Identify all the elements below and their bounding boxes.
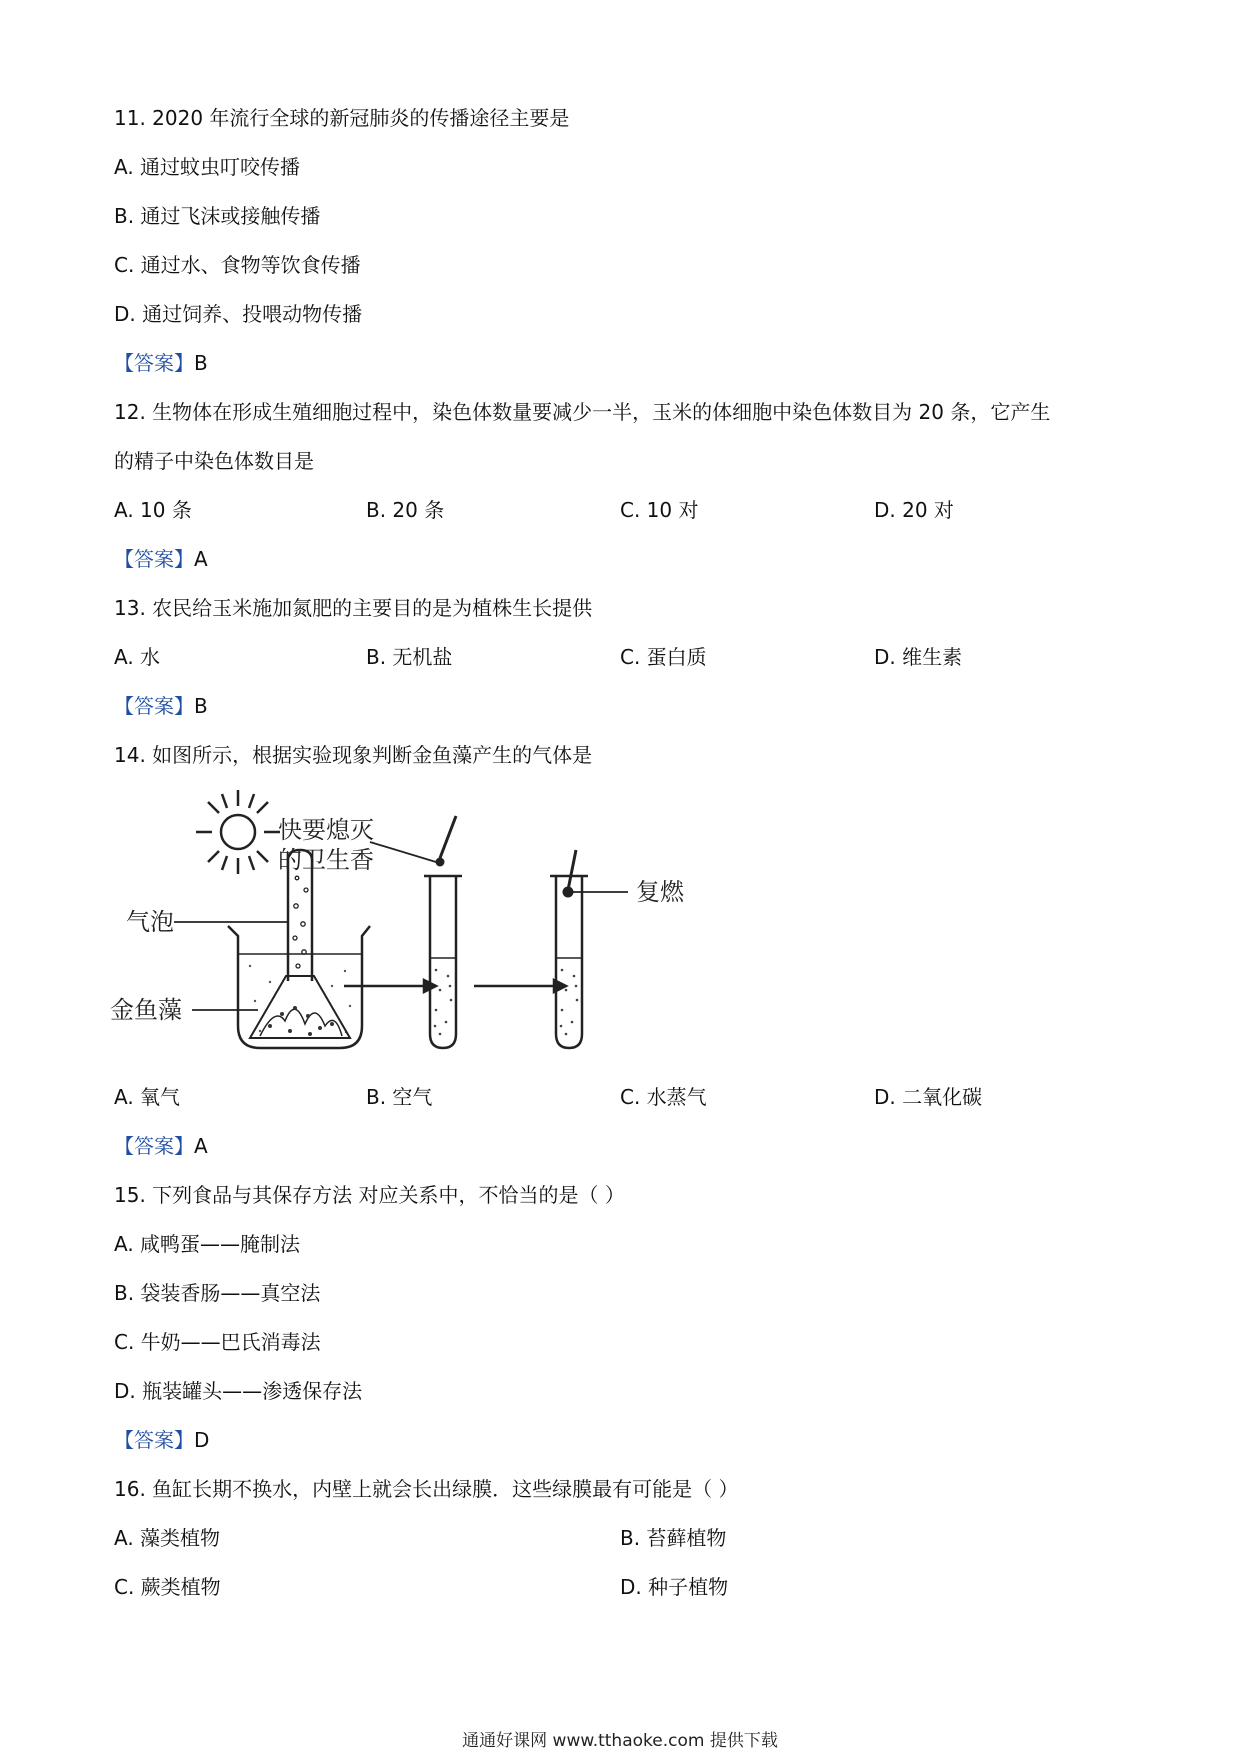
answer-value: B bbox=[194, 694, 208, 718]
q15-option-a: A. 咸鸭蛋——腌制法 bbox=[114, 1232, 301, 1256]
test-tube-3 bbox=[550, 876, 588, 1048]
q12-stem-line1: 12. 生物体在形成生殖细胞过程中，染色体数量要减少一半，玉米的体细胞中染色体数目为 20 条，它产生 bbox=[114, 400, 1051, 424]
experiment-figure bbox=[110, 786, 790, 1056]
q15-answer bbox=[114, 1426, 209, 1454]
q15-option-d: D. 瓶装罐头——渗透保存法 bbox=[114, 1379, 363, 1403]
q11-option-b: B. 通过飞沫或接触传播 bbox=[114, 204, 321, 228]
page-footer: 通通好课网 www.tthaoke.com 提供下载 bbox=[462, 1731, 778, 1751]
answer-label: 【答案】 bbox=[114, 694, 194, 718]
q11-stem: 11. 2020 年流行全球的新冠肺炎的传播途径主要是 bbox=[114, 106, 570, 130]
q12-option-c: C. 10 对 bbox=[620, 498, 699, 522]
answer-label: 【答案】 bbox=[114, 1134, 194, 1158]
label-bubble: 气泡 bbox=[126, 908, 174, 936]
answer-label: 【答案】 bbox=[114, 351, 194, 375]
q15-option-c: C. 牛奶——巴氏消毒法 bbox=[114, 1330, 321, 1354]
label-plant: 金鱼藻 bbox=[110, 996, 182, 1024]
q14-stem: 14. 如图所示，根据实验现象判断金鱼藻产生的气体是 bbox=[114, 743, 593, 767]
q12-answer bbox=[114, 545, 208, 573]
q13-option-a: A. 水 bbox=[114, 645, 161, 669]
q14-answer bbox=[114, 1132, 208, 1160]
q11-option-c: C. 通过水、食物等饮食传播 bbox=[114, 253, 361, 277]
rekindled-stick-icon bbox=[564, 850, 576, 896]
answer-value: A bbox=[194, 547, 208, 571]
q16-stem: 16. 鱼缸长期不换水，内壁上就会长出绿膜．这些绿膜最有可能是（ ） bbox=[114, 1477, 739, 1501]
q16-option-c: C. 蕨类植物 bbox=[114, 1575, 221, 1599]
q13-stem: 13. 农民给玉米施加氮肥的主要目的是为植株生长提供 bbox=[114, 596, 593, 620]
label-incense-line1: 快要熄灭 bbox=[278, 816, 374, 844]
q11-answer bbox=[114, 349, 208, 377]
answer-label: 【答案】 bbox=[114, 1428, 194, 1452]
q12-stem-line2: 的精子中染色体数目是 bbox=[114, 449, 314, 473]
q12-option-d: D. 20 对 bbox=[874, 498, 954, 522]
label-incense-line2: 的卫生香 bbox=[278, 846, 374, 874]
incense-stick-icon bbox=[437, 816, 456, 865]
answer-value: D bbox=[194, 1428, 210, 1452]
q13-option-d: D. 维生素 bbox=[874, 645, 963, 669]
q14-option-c: C. 水蒸气 bbox=[620, 1085, 707, 1109]
q11-option-a: A. 通过蚊虫叮咬传播 bbox=[114, 155, 301, 179]
q13-option-b: B. 无机盐 bbox=[366, 645, 453, 669]
q13-option-c: C. 蛋白质 bbox=[620, 645, 707, 669]
q15-stem: 15. 下列食品与其保存方法 对应关系中，不恰当的是（ ） bbox=[114, 1183, 625, 1207]
q14-option-b: B. 空气 bbox=[366, 1085, 433, 1109]
q12-option-a: A. 10 条 bbox=[114, 498, 192, 522]
q16-option-b: B. 苔藓植物 bbox=[620, 1526, 727, 1550]
plant-icon bbox=[250, 976, 350, 1038]
label-rekindle: 复燃 bbox=[636, 878, 684, 906]
q16-option-d: D. 种子植物 bbox=[620, 1575, 729, 1599]
answer-value: A bbox=[194, 1134, 208, 1158]
answer-value: B bbox=[194, 351, 208, 375]
q11-option-d: D. 通过饲养、投喂动物传播 bbox=[114, 302, 363, 326]
q14-option-d: D. 二氧化碳 bbox=[874, 1085, 983, 1109]
test-tube-2 bbox=[424, 876, 462, 1048]
answer-label: 【答案】 bbox=[114, 547, 194, 571]
q15-option-b: B. 袋装香肠——真空法 bbox=[114, 1281, 321, 1305]
sun-icon bbox=[196, 790, 280, 874]
q16-option-a: A. 藻类植物 bbox=[114, 1526, 221, 1550]
q14-option-a: A. 氧气 bbox=[114, 1085, 181, 1109]
q12-option-b: B. 20 条 bbox=[366, 498, 445, 522]
q13-answer bbox=[114, 692, 208, 720]
